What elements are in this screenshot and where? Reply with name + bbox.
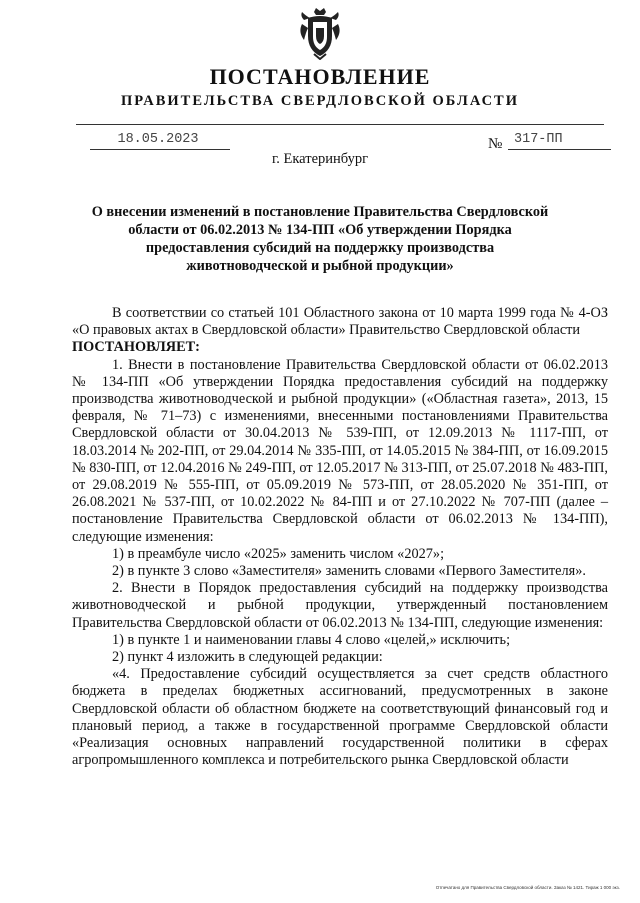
coat-of-arms-emblem [296,6,344,60]
clause-2-item-2: 2) пункт 4 изложить в следующей редакции: [112,649,383,666]
quoted-paragraph-4: «4. Предоставление субсидий осуществляется за счет средств областного бюджета в пределах бюджетных ассигнований, предусмотренных в законе Свердловской области об областном бюджете на соответствующий финансовый год и плановый период, а также в государственной программе Свердловской области «Реализация основных направлений государственной политики в сферах агропромышленного комплекса и потребительского рынка Свердловской области [72,666,608,769]
document-body [72,305,608,769]
clause-2-paragraph: 2. Внести в Порядок предоставления субсидий на поддержку производства животноводческой и рыбной продукции, утвержденный постановлением Правительства Свердловской области от 06.02.2013 № 134-ПП, следующие изменения: [72,580,608,631]
clause-1-paragraph: 1. Внести в постановление Правительства Свердловской области от 06.02.2013 № 134-ПП «Об утверждении Порядка предоставления субсидий на поддержку производства животноводческой и рыбной продукции» («Областная газета», 2013, 15 февраля, № 71–73) с изменениями, внесенными постановлениями Правительства Свердловской области от 30.04.2013 № 539-ПП, от 12.09.2013 № 1117-ПП, от 18.03.2014 № 202-ПП, от 29.04.2014 № 335-ПП, от 14.05.2015 № 384-ПП, от 16.09.2015 № 830-ПП, от 12.04.2016 № 249-ПП, от 12.05.2017 № 313-ПП, от 25.07.2018 № 483-ПП, от 29.08.2019 № 555-ПП, от 05.09.2019 № 573-ПП, от 28.05.2020 № 351-ПП, от 26.08.2021 № 537-ПП, от 10.02.2022 № 84-ПП и от 27.10.2022 № 707-ПП (далее – постановление Правительства Свердловской области от 06.02.2013 № 134-ПП), следующие изменения: [72,356,608,545]
print-imprint-footer: Отпечатано для Правительства Свердловской области. Заказ № 1421. Тираж 1 000 экз. [435,885,620,890]
clause-1-item-1: 1) в преамбуле число «2025» заменить числом «2027»; [112,545,445,562]
number-symbol: № [488,136,503,152]
preamble-paragraph: В соответствии со статьей 101 Областного закона от 10 марта 1999 года № 4-ОЗ «О правовых актах в Свердловской области» Правительство Свердловской области [72,305,608,339]
document-date: 18.05.2023 [117,132,199,147]
number-underline [508,149,611,150]
city: г. Екатеринбург [271,151,369,167]
clause-2-item-1: 1) в пункте 1 и наименовании главы 4 слово «целей,» исключить; [112,631,511,648]
document-subject: О внесении изменений в постановление Правительства Свердловской области от 06.02.2013 № 134-ПП «Об утверждении Порядка предоставления субсидий на поддержку производства животноводческой и рыбной продукции» [91,204,549,274]
date-underline [90,149,230,150]
document-type-title: ПОСТАНОВЛЕНИЕ [209,64,431,89]
resolves-heading: ПОСТАНОВЛЯЕТ: [72,339,200,356]
issuing-authority: ПРАВИТЕЛЬСТВА СВЕРДЛОВСКОЙ ОБЛАСТИ [120,93,520,109]
document-number: 317-ПП [514,132,563,147]
clause-1-item-2: 2) в пункте 3 слово «Заместителя» заменить словами «Первого Заместителя». [112,563,586,580]
header-divider [76,124,604,125]
